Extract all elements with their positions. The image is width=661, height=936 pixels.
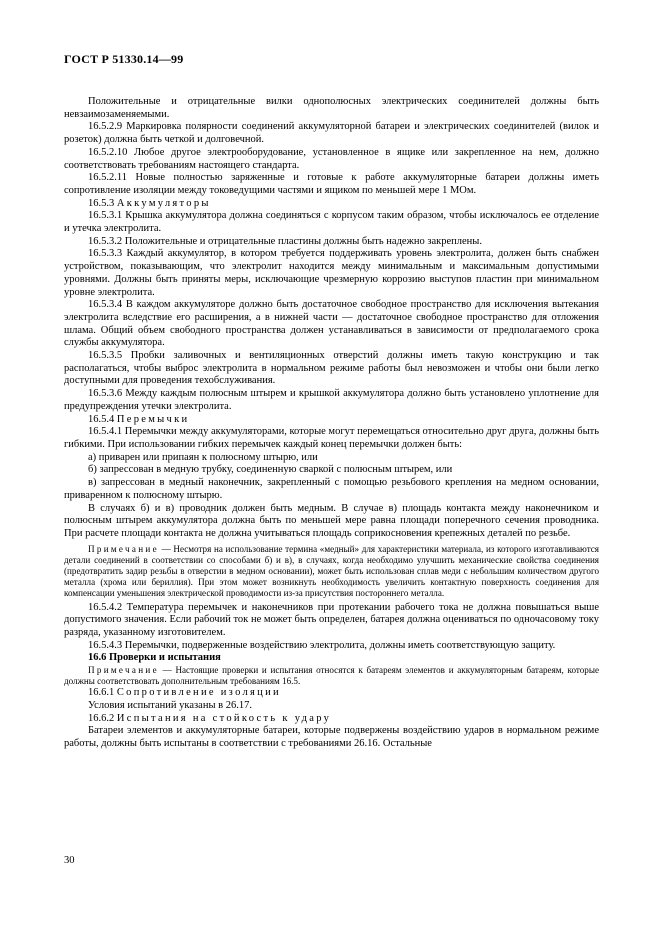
paragraph: Условия испытаний указаны в 26.17. [88, 699, 252, 711]
list-item: а) приварен или припаян к полюсному штырю, или [88, 451, 318, 463]
section-number: 16.6.1 [88, 687, 117, 699]
note [64, 544, 599, 599]
section-title: Сопротивление изоляции [116, 687, 281, 699]
section-title: Испытания на стойкость к удару [116, 712, 332, 724]
document-body [64, 96, 599, 751]
section-title: Перемычки [116, 413, 190, 425]
paragraph: 16.5.3.5 Пробки заливочных и вентиляционных отверстий должны иметь такую конструкцию и так располагаться, чтобы выброс электролита в нормальном режиме работы был невозможен и чтобы они были легко доступными для проведения техобслуживания. [64, 350, 599, 387]
paragraph: Батареи элементов и аккумуляторные батареи, которые подвержены воздействию ударов в нормальном режиме работы, должны быть испытаны в соответствии с требованиями 26.16. Остальные [64, 725, 599, 749]
note-label: Примечание [88, 543, 159, 554]
section-heading [64, 198, 599, 211]
paragraph: Положительные и отрицательные вилки однополюсных электрических соединителей должны быть невзаимозаменяемыми. [64, 96, 599, 120]
paragraph: 16.5.4.1 Перемычки между аккумуляторами, которые могут перемещаться относительно друг друга, должны быть гибкими. При использовании гибких перемычек каждый конец перемычки должен быть: [64, 426, 600, 450]
page-header: ГОСТ Р 51330.14—99 [64, 52, 184, 66]
paragraph: 16.5.3.6 Между каждым полюсным штырем и крышкой аккумулятора должно быть установлено уплотнение для предупреждения утечки электролита. [64, 388, 599, 412]
section-number: 16.5.3 [88, 197, 117, 209]
paragraph: 16.5.2.9 Маркировка полярности соединений аккумуляторной батареи и электрических соединителей (вилок и розеток) должна быть четкой и долговечной. [64, 121, 599, 146]
paragraph: 16.5.2.11 Новые полностью заряженные и готовые к работе аккумуляторные батареи должны иметь сопротивление изоляции между токоведущими частями и ящиком по меньшей мере 1 МОм. [64, 172, 599, 196]
note [64, 665, 599, 687]
list-item: б) запрессован в медную трубку, соединенную сваркой с полюсным штырем, или [88, 464, 453, 476]
paragraph: 16.5.3.4 В каждом аккумуляторе должно быть достаточное свободное пространство для исключения вытекания электролита вследствие его расширения, а в нижней части — достаточное свободное пространство для отложения шлама. Общий объем свободного пространства должен устанавливаться в зависимости от предполагаемого срока службы аккумулятора. [64, 299, 599, 349]
note-text: — Настоящие проверки и испытания относятся к батареям элементов и аккумуляторным батареям, которые должны соответствовать дополнительным требованиям 16.5. [64, 665, 599, 687]
paragraph: 16.5.4.3 Перемычки, подверженные воздействию электролита, должны иметь соответствующую защиту. [88, 639, 556, 651]
list-item: в) запрессован в медный наконечник, закрепленный с помощью резьбового крепления на медном основании, приваренном к полюсному штырю. [64, 477, 599, 501]
section-heading [64, 713, 599, 726]
note-text: — Несмотря на использование термина «медный» для характеристики материала, из которого изготавливаются детали соединений в соответствии со способами б) и в), в случаях, когда необходимо улучшить механические свойства соединения (предотвратить задир резьбы в отверстии в медном основании), может быть использован сплав меди с небольшим количеством другого металла (хрома или бериллия). При этом может возникнуть необходимость увеличить контактную поверхность соединения для компенсации уменьшения электрической проводимости из-за присутствия постороннего металла. [64, 543, 599, 598]
note-label: Примечание [88, 665, 159, 676]
section-title: Аккумуляторы [116, 197, 211, 209]
page-number: 30 [64, 855, 75, 866]
paragraph: 16.5.3.3 Каждый аккумулятор, в котором требуется поддерживать уровень электролита, должен быть снабжен устройством, показывающим, что электролит находится между минимальным и максимальным допустимыми уровнями. Должны быть приняты меры, исключающие чрезмерную коррозию выступов пластин при минимальном уровне электролита. [64, 248, 599, 298]
paragraph: 16.5.3.1 Крышка аккумулятора должна соединяться с корпусом таким образом, чтобы исключалось ее отделение и утечка электролита. [64, 210, 599, 235]
paragraph: 16.5.3.2 Положительные и отрицательные пластины должны быть надежно закреплены. [88, 235, 482, 247]
section-number: 16.5.4 [88, 413, 117, 425]
paragraph: В случаях б) и в) проводник должен быть медным. В случае в) площадь контакта между наконечником и полюсным штырем аккумулятора должна быть по меньшей мере равна площади поперечного сечения проводника. При расчете площади контакта не должна учитываться площадь соприкосновения крепежных деталей по резьбе. [64, 502, 599, 539]
section-heading: 16.6 Проверки и испытания [88, 652, 221, 664]
paragraph: 16.5.4.2 Температура перемычек и наконечников при протекании рабочего тока не должна повышаться выше допустимого значения. Если рабочий ток не может быть определен, батарея должна оцениваться по одночасовому току разряда, указанному изготовителем. [64, 601, 599, 639]
section-number: 16.6.2 [88, 712, 117, 724]
section-heading [64, 414, 599, 427]
paragraph: 16.5.2.10 Любое другое электрооборудование, установленное в ящике или закрепленное на нем, должно соответствовать требованиям настоящего стандарта. [64, 146, 599, 171]
section-heading [64, 687, 599, 700]
